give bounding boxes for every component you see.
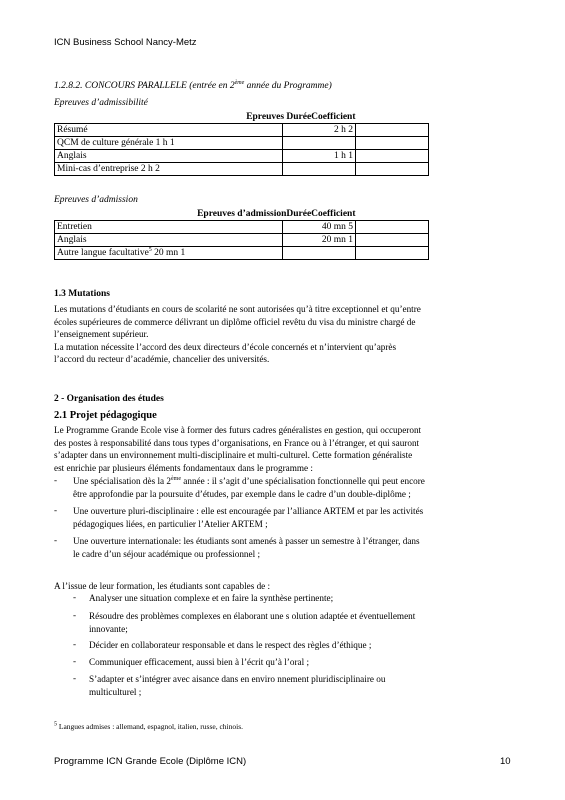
table-header: Epreuves d’admissionDuréeCoefficient [197,209,356,219]
bullet-marker: - [73,610,77,620]
bullet-marker: - [73,656,77,666]
capacites-intro: A l’issue de leur formation, les étudiants sont capables de : [54,581,271,591]
list-item: Décider en collaborateur responsable et dans le respect des règles d’éthique ; [89,640,372,650]
list-item: Communiquer efficacement, aussi bien à l’écrit qu’à l’oral ; [89,657,309,667]
bullet-marker: - [73,673,77,683]
table-row: Entretien 40 mn 5 [55,221,429,234]
table-row: Résumé 2 h 2 [55,124,434,137]
footnote: $^5$ Langues admises : allemand, espagnol, italien, russe, chinois. [54,721,243,731]
admission-table [54,208,429,260]
dash-marker: - [54,535,58,545]
list-item: Une spécialisation dès la 2ème année : il s’agit d’une spécialisation fonctionnelle qui peut encore être approfondie par la poursuite d’études, par exemple dans le cadre d’un double-diplôme ; [73,475,425,499]
page-number: 10 [500,756,511,767]
table-row: Mini-cas d’entreprise 2 h 2 [55,163,434,176]
list-item: Une ouverture pluri-disciplinaire : elle est encouragée par l’alliance ARTEM et par les activités pédagogiques liées, en particulier l’Atelier ARTEM ; [73,506,424,529]
list-item: Résoudre des problèmes complexes en élaborant une s olution adaptée et éventuellement innovante; [89,611,416,634]
dash-marker: - [54,475,58,485]
page-footer: Programme ICN Grande Ecole (Diplôme ICN) [54,756,247,767]
admission-label: Epreuves d’admission [54,195,138,205]
admissibilite-table [54,111,434,176]
list-item: Analyser une situation complexe et en faire la synthèse pertinente; [89,593,334,603]
table-row: Anglais 20 mn 1 [55,234,429,247]
bullet-marker: - [73,592,77,602]
bullet-marker: - [73,639,77,649]
table-header: Epreuves DuréeCoefficient [246,112,356,122]
organisation-title: 2 - Organisation des études [54,394,164,404]
table-row: Anglais 1 h 1 [55,150,434,163]
mutations-title: 1.3 Mutations [54,289,110,299]
projet-subtitle: 2.1 Projet pédagogique [54,410,157,421]
table-row: QCM de culture générale 1 h 1 [55,137,434,150]
list-item: Une ouverture internationale: les étudiants sont amenés à passer un semestre à l’étranger, dans le cadre d’un séjour académique ou professionnel ; [73,536,420,559]
page-header: ICN Business School Nancy-Metz [54,37,197,48]
projet-body: Le Programme Grande Ecole vise à former des futurs cadres généralistes en gestion, qui occuperont des postes à responsabilité dans tous types d’organisations, en France ou à l’étranger, et qui sauront s’adapter dans un environnement multi-disciplinaire et multi-culturel. Cette formation généraliste est enrichie par plusieurs éléments fondamentaux dans le programme : [54,425,422,473]
admissibilite-label: Epreuves d’admissibilité [54,98,148,108]
dash-marker: - [54,505,58,515]
mutations-body: Les mutations d’étudiants en cours de scolarité ne sont autorisées qu’à titre exceptionnel et qu’entre écoles supérieures de commerce délivrant un diplôme officiel revêtu du visa du ministre chargé de l’enseignement supérieur. La mutation nécessite l’accord des deux directeurs d’école concernés et n’intervient qu’après l’accord du recteur d’académie, chancelier des universités. [54,304,421,365]
section-title: 1.2.8.2. CONCOURS PARALLELE (entrée en 2ème année du Programme) [54,79,332,91]
table-row: Autre langue facultative$^5$ 20 mn 1 [55,247,429,260]
list-item: S’adapter et s’intégrer avec aisance dans en enviro nnement pluridisciplinaire ou multiculturel ; [89,674,386,697]
